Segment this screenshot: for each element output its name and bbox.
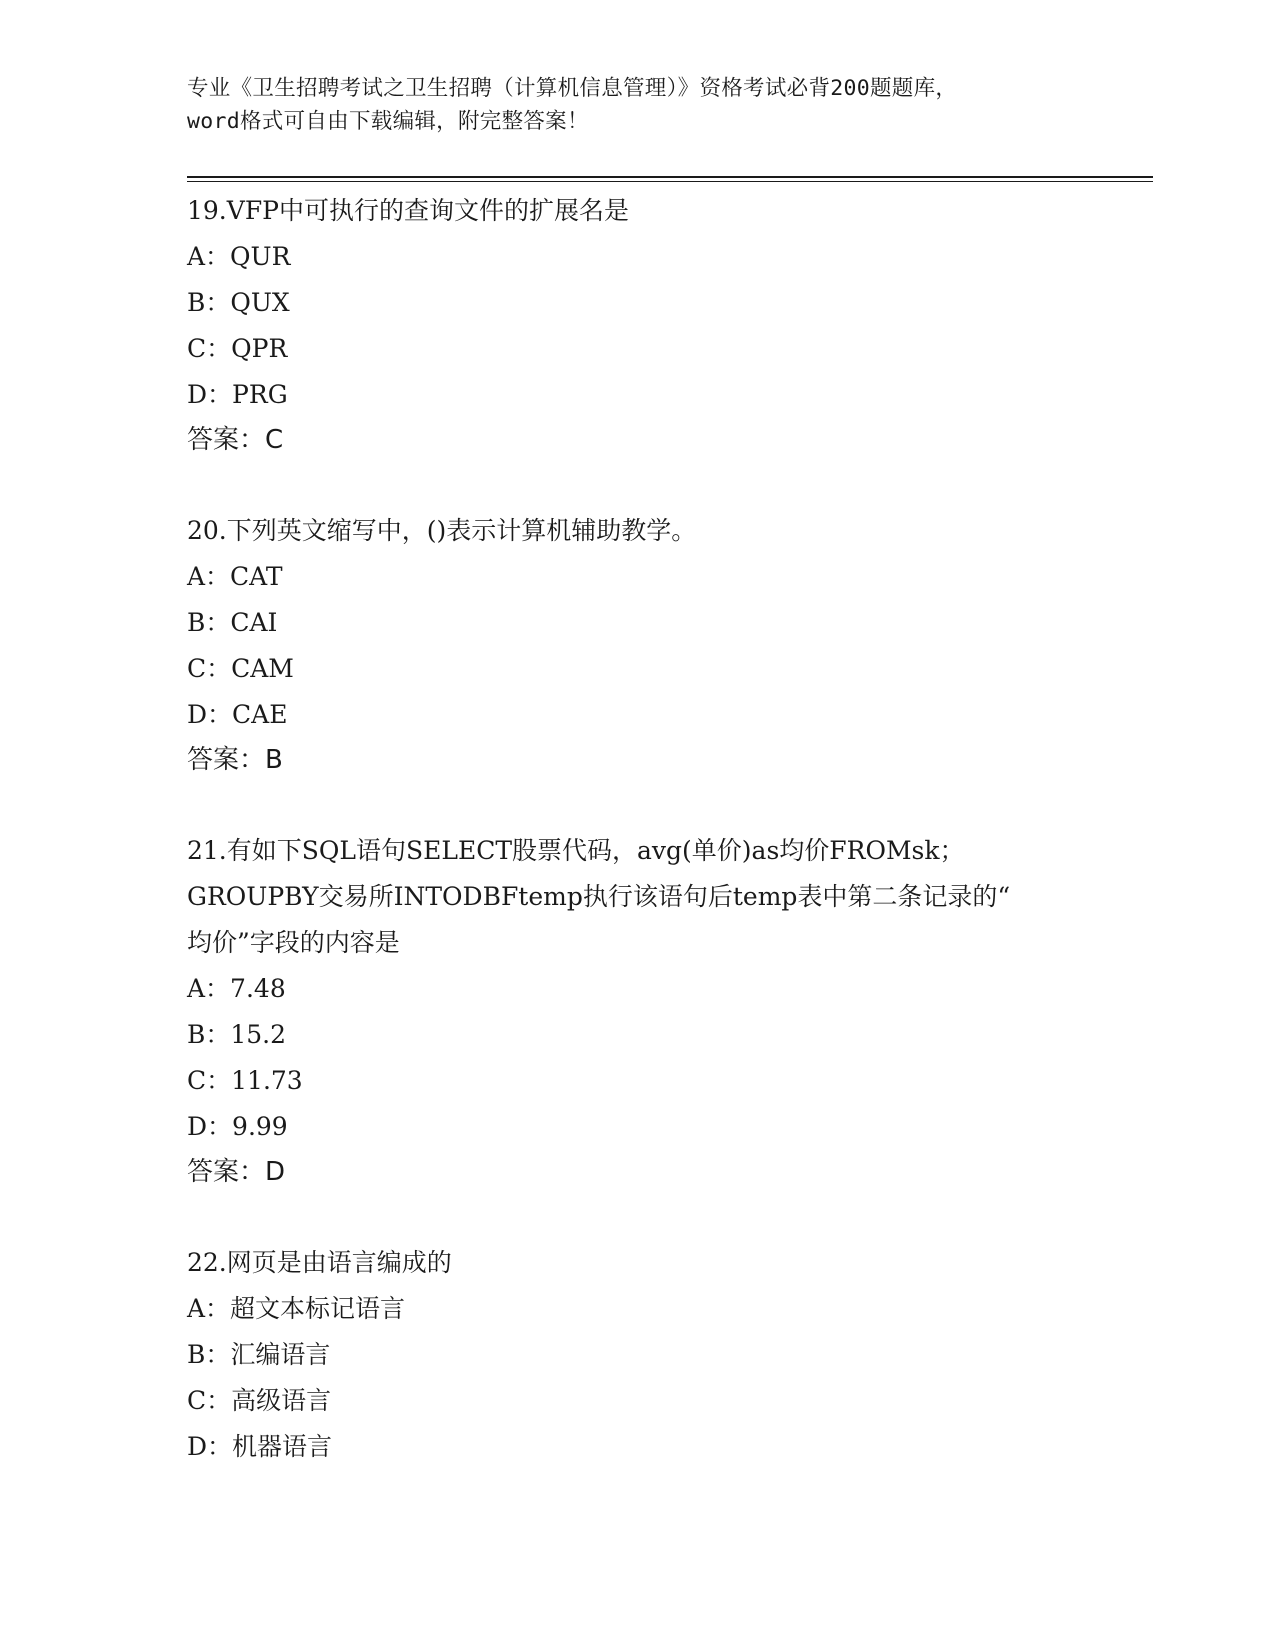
question-21 — [187, 828, 1087, 1194]
option-a: A：CAT — [187, 562, 283, 591]
question-22 — [187, 1240, 1087, 1470]
option-b: B：汇编语言 — [187, 1340, 331, 1369]
option-a: A：7.48 — [187, 974, 286, 1003]
header-divider-thin — [187, 181, 1153, 182]
option-d: D：机器语言 — [187, 1432, 333, 1461]
document-header — [187, 72, 1087, 138]
answer-line: 答案：D — [187, 1157, 286, 1187]
header-line-1: 专业《卫生招聘考试之卫生招聘（计算机信息管理）》资格考试必背200题题库， — [187, 76, 958, 101]
option-d: D：CAE — [187, 700, 288, 729]
option-c: C：CAM — [187, 654, 294, 683]
option-d: D：PRG — [187, 380, 288, 409]
question-stem-line-3: 均价”字段的内容是 — [187, 928, 400, 957]
question-19 — [187, 188, 1087, 462]
header-line-2: word格式可自由下载编辑，附完整答案！ — [187, 109, 589, 134]
answer-line: 答案：C — [187, 425, 284, 455]
question-stem-line-1: 21.有如下SQL语句SELECT股票代码，avg(单价)as均价FROMsk； — [187, 836, 965, 865]
option-b: B：15.2 — [187, 1020, 287, 1049]
question-list — [187, 188, 1087, 1516]
question-20 — [187, 508, 1087, 782]
question-stem: 20.下列英文缩写中，()表示计算机辅助教学。 — [187, 516, 697, 545]
question-stem: 22.网页是由语言编成的 — [187, 1248, 452, 1277]
option-b: B：QUX — [187, 288, 290, 317]
option-a: A：超文本标记语言 — [187, 1294, 406, 1323]
question-stem-line-2: GROUPBY交易所INTODBFtemp执行该语句后temp表中第二条记录的“ — [187, 882, 1011, 911]
option-c: C：11.73 — [187, 1066, 303, 1095]
option-c: C：高级语言 — [187, 1386, 332, 1415]
option-d: D：9.99 — [187, 1112, 288, 1141]
answer-line: 答案：B — [187, 745, 283, 775]
option-b: B：CAI — [187, 608, 278, 637]
option-a: A：QUR — [187, 242, 291, 271]
question-stem: 19.VFP中可执行的查询文件的扩展名是 — [187, 196, 629, 225]
option-c: C：QPR — [187, 334, 288, 363]
header-divider-thick — [187, 176, 1153, 178]
